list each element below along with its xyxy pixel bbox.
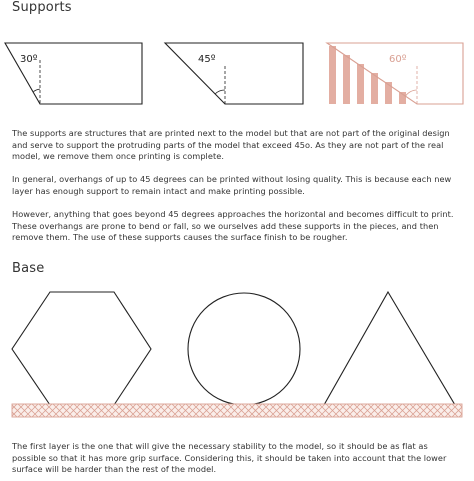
circle-shape [188, 293, 300, 405]
hatch-line [466, 404, 474, 417]
overhang-45-label: 45º [198, 54, 216, 65]
hatch-line [466, 404, 474, 417]
base-paragraph: The first layer is the one that will give the necessary stability to the model, so it should be as flat as possible so that it has more grip surface. Considering this, it should be taken into account that the lower surface will be harder than the rest of the model. [12, 441, 447, 474]
hexagon-shape [12, 292, 151, 405]
overhang-60-label: 60º [389, 54, 407, 65]
section-title-base: Base [12, 261, 45, 276]
section-title-supports: Supports [12, 0, 72, 15]
hatch-line [0, 404, 10, 417]
supports-paragraph-3: However, anything that goes beyond 45 degrees approaches the horizontal and becomes difficult to print. These overhangs are prone to bend or fall, so we ourselves add these supports in the pieces, and then remove them. The use of these supports causes the surface finish to be rougher. [12, 209, 454, 242]
triangle-shape [324, 292, 455, 405]
overhang-30-label: 30º [20, 54, 38, 65]
hatch-line [0, 404, 3, 417]
hatch-line [0, 404, 3, 417]
hatch-line [0, 404, 10, 417]
supports-paragraph-1: The supports are structures that are printed next to the model but that are not part of the original design and serve to support the protruding parts of the model that exceed 45o. As they are not part of the real model, we remove them once printing is complete. [12, 128, 450, 161]
build-plate [0, 404, 474, 417]
supports-paragraph-2: In general, overhangs of up to 45 degrees can be printed without losing quality. This is because each new layer has enough support to remain intact and make printing possible. [12, 174, 452, 196]
